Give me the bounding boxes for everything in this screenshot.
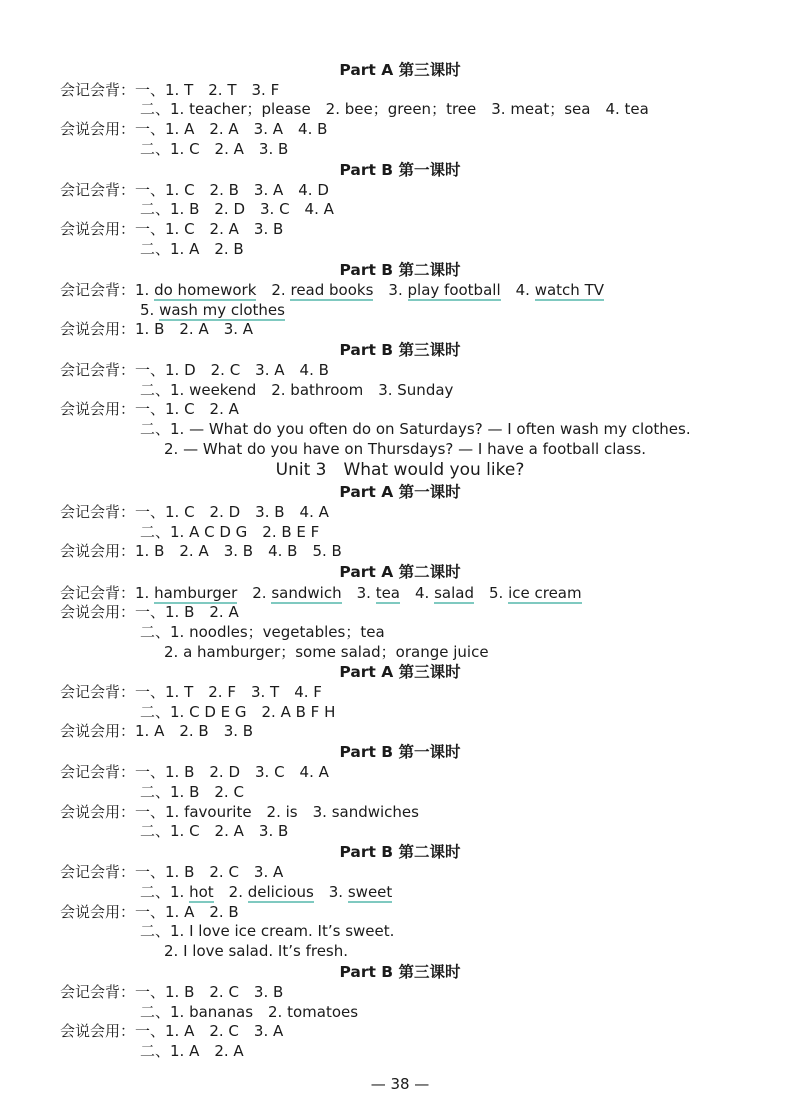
answer-text: 二、1. bananas 2. tomatoes — [140, 1003, 359, 1021]
answer-text: 2. — [213, 883, 248, 901]
answer-text: 二、1. C D E G 2. A B F H — [140, 703, 336, 721]
answer-text: 会记会背：一、1. T 2. F 3. T 4. F — [60, 683, 322, 701]
answer-line — [164, 642, 489, 662]
lesson-heading: Part A 第三课时 — [339, 663, 461, 681]
answer-line — [60, 862, 283, 882]
lesson-heading: Part B 第二课时 — [339, 843, 461, 861]
underlined-answer: hot — [189, 883, 214, 901]
answer-text: 会记会背：一、1. T 2. T 3. F — [60, 81, 280, 99]
answer-line — [60, 541, 342, 561]
answer-line — [140, 99, 649, 119]
answer-line — [60, 682, 322, 702]
answer-text: 4. — [400, 584, 435, 602]
answer-text: 2. a hamburger；some salad；orange juice — [164, 643, 489, 661]
answer-text: 二、1. A 2. B — [140, 240, 244, 258]
answer-line — [140, 782, 244, 802]
lesson-heading: Part B 第三课时 — [339, 963, 461, 981]
answer-text: 二、1. I love ice cream. It’s sweet. — [140, 922, 395, 940]
answer-text: 5. — [473, 584, 509, 602]
answer-text: 2. I love salad. It’s fresh. — [164, 942, 349, 960]
lesson-heading: Part A 第一课时 — [339, 483, 461, 501]
answer-text: 会说会用：一、1. A 2. B — [60, 903, 239, 921]
answer-line — [140, 199, 334, 219]
answer-line — [140, 139, 288, 159]
answer-text: 3. — [313, 883, 348, 901]
answer-text: 会记会背：一、1. B 2. C 3. B — [60, 983, 284, 1001]
unit-title: Unit 3 What would you like? — [275, 460, 525, 480]
underlined-answer: wash my clothes — [159, 301, 285, 319]
underlined-answer: ice cream — [508, 584, 582, 602]
answer-line — [60, 721, 253, 741]
answer-text: 二、1. A 2. A — [140, 1042, 244, 1060]
answer-line — [140, 702, 335, 722]
answer-text: 二、1. weekend 2. bathroom 3. Sunday — [140, 381, 454, 399]
answer-line — [60, 583, 582, 603]
answer-line — [60, 802, 419, 822]
answer-text: 会说会用：一、1. favourite 2. is 3. sandwiches — [60, 803, 419, 821]
answer-line — [140, 522, 319, 542]
answer-line — [60, 902, 239, 922]
underlined-answer: read books — [290, 281, 374, 299]
answer-text: 会记会背：一、1. C 2. D 3. B 4. A — [60, 503, 329, 521]
page-number: — 38 — — [370, 1075, 430, 1093]
answer-line — [60, 602, 239, 622]
answer-line — [60, 319, 253, 339]
answer-text: 3. — [373, 281, 408, 299]
answer-text: 二、1. A C D G 2. B E F — [140, 523, 320, 541]
answer-text: 4. — [500, 281, 535, 299]
answer-line — [60, 399, 239, 419]
answer-text: 2. — [237, 584, 272, 602]
answer-text: 会说会用：一、1. C 2. A — [60, 400, 239, 418]
answer-text: 会说会用：一、1. B 2. A — [60, 603, 239, 621]
answer-line — [60, 219, 283, 239]
lesson-heading: Part B 第二课时 — [339, 261, 461, 279]
answer-line — [140, 921, 394, 941]
answer-line — [140, 821, 288, 841]
answer-line — [60, 1021, 283, 1041]
answer-text: 二、1. — [140, 883, 190, 901]
answer-text: 会记会背：一、1. B 2. C 3. A — [60, 863, 284, 881]
answer-text: 会说会用：一、1. C 2. A 3. B — [60, 220, 284, 238]
answer-text: 会说会用：1. B 2. A 3. A — [60, 320, 254, 338]
underlined-answer: watch TV — [534, 281, 604, 299]
answer-text: 会记会背：1. — [60, 584, 155, 602]
answer-text: 二、1. C 2. A 3. B — [140, 140, 289, 158]
answer-line — [60, 180, 329, 200]
underlined-answer: hamburger — [154, 584, 238, 602]
lesson-heading: Part A 第三课时 — [339, 61, 461, 79]
underlined-answer: salad — [434, 584, 474, 602]
answer-line — [164, 439, 646, 459]
answer-line — [164, 941, 348, 961]
answer-text: 会记会背：一、1. B 2. D 3. C 4. A — [60, 763, 329, 781]
underlined-answer: sandwich — [271, 584, 342, 602]
answer-text: 会说会用：1. A 2. B 3. B — [60, 722, 254, 740]
answer-text: 二、1. B 2. D 3. C 4. A — [140, 200, 334, 218]
answer-text: 2. — [256, 281, 291, 299]
answer-text: 会说会用：1. B 2. A 3. B 4. B 5. B — [60, 542, 342, 560]
underlined-answer: do homework — [154, 281, 257, 299]
answer-text: 3. — [341, 584, 376, 602]
answer-text: 2. — What do you have on Thursdays? — I have a football class. — [164, 440, 646, 458]
answer-line — [60, 80, 279, 100]
answer-line — [140, 1041, 244, 1061]
underlined-answer: tea — [375, 584, 400, 602]
answer-line — [60, 360, 329, 380]
lesson-heading: Part B 第一课时 — [339, 743, 461, 761]
answer-line — [140, 380, 453, 400]
answer-text: 5. — [140, 301, 160, 319]
answer-text: 会记会背：1. — [60, 281, 155, 299]
answer-text: 会记会背：一、1. D 2. C 3. A 4. B — [60, 361, 329, 379]
underlined-answer: sweet — [347, 883, 393, 901]
answer-line — [140, 239, 244, 259]
answer-line — [60, 119, 327, 139]
answer-line — [60, 982, 283, 1002]
answer-text: 二、1. teacher；please 2. bee；green；tree 3. meat；sea 4. tea — [140, 100, 649, 118]
answer-line — [140, 419, 691, 439]
answer-line — [60, 762, 329, 782]
answer-text: 二、1. — What do you often do on Saturdays? — I often wash my clothes. — [140, 420, 691, 438]
answer-line — [140, 622, 385, 642]
answer-text: 二、1. noodles；vegetables；tea — [140, 623, 385, 641]
answer-line — [60, 502, 329, 522]
answer-text: 会记会背：一、1. C 2. B 3. A 4. D — [60, 181, 329, 199]
underlined-answer: delicious — [247, 883, 314, 901]
answer-text: 会说会用：一、1. A 2. A 3. A 4. B — [60, 120, 328, 138]
lesson-heading: Part B 第三课时 — [339, 341, 461, 359]
answer-line — [60, 280, 604, 300]
lesson-heading: Part B 第一课时 — [339, 161, 461, 179]
answer-text: 二、1. B 2. C — [140, 783, 244, 801]
answer-line — [140, 300, 285, 320]
lesson-heading: Part A 第二课时 — [339, 563, 461, 581]
answer-text: 会说会用：一、1. A 2. C 3. A — [60, 1022, 284, 1040]
answer-text: 二、1. C 2. A 3. B — [140, 822, 289, 840]
answer-line — [140, 882, 392, 902]
answer-line — [140, 1002, 358, 1022]
underlined-answer: play football — [407, 281, 501, 299]
